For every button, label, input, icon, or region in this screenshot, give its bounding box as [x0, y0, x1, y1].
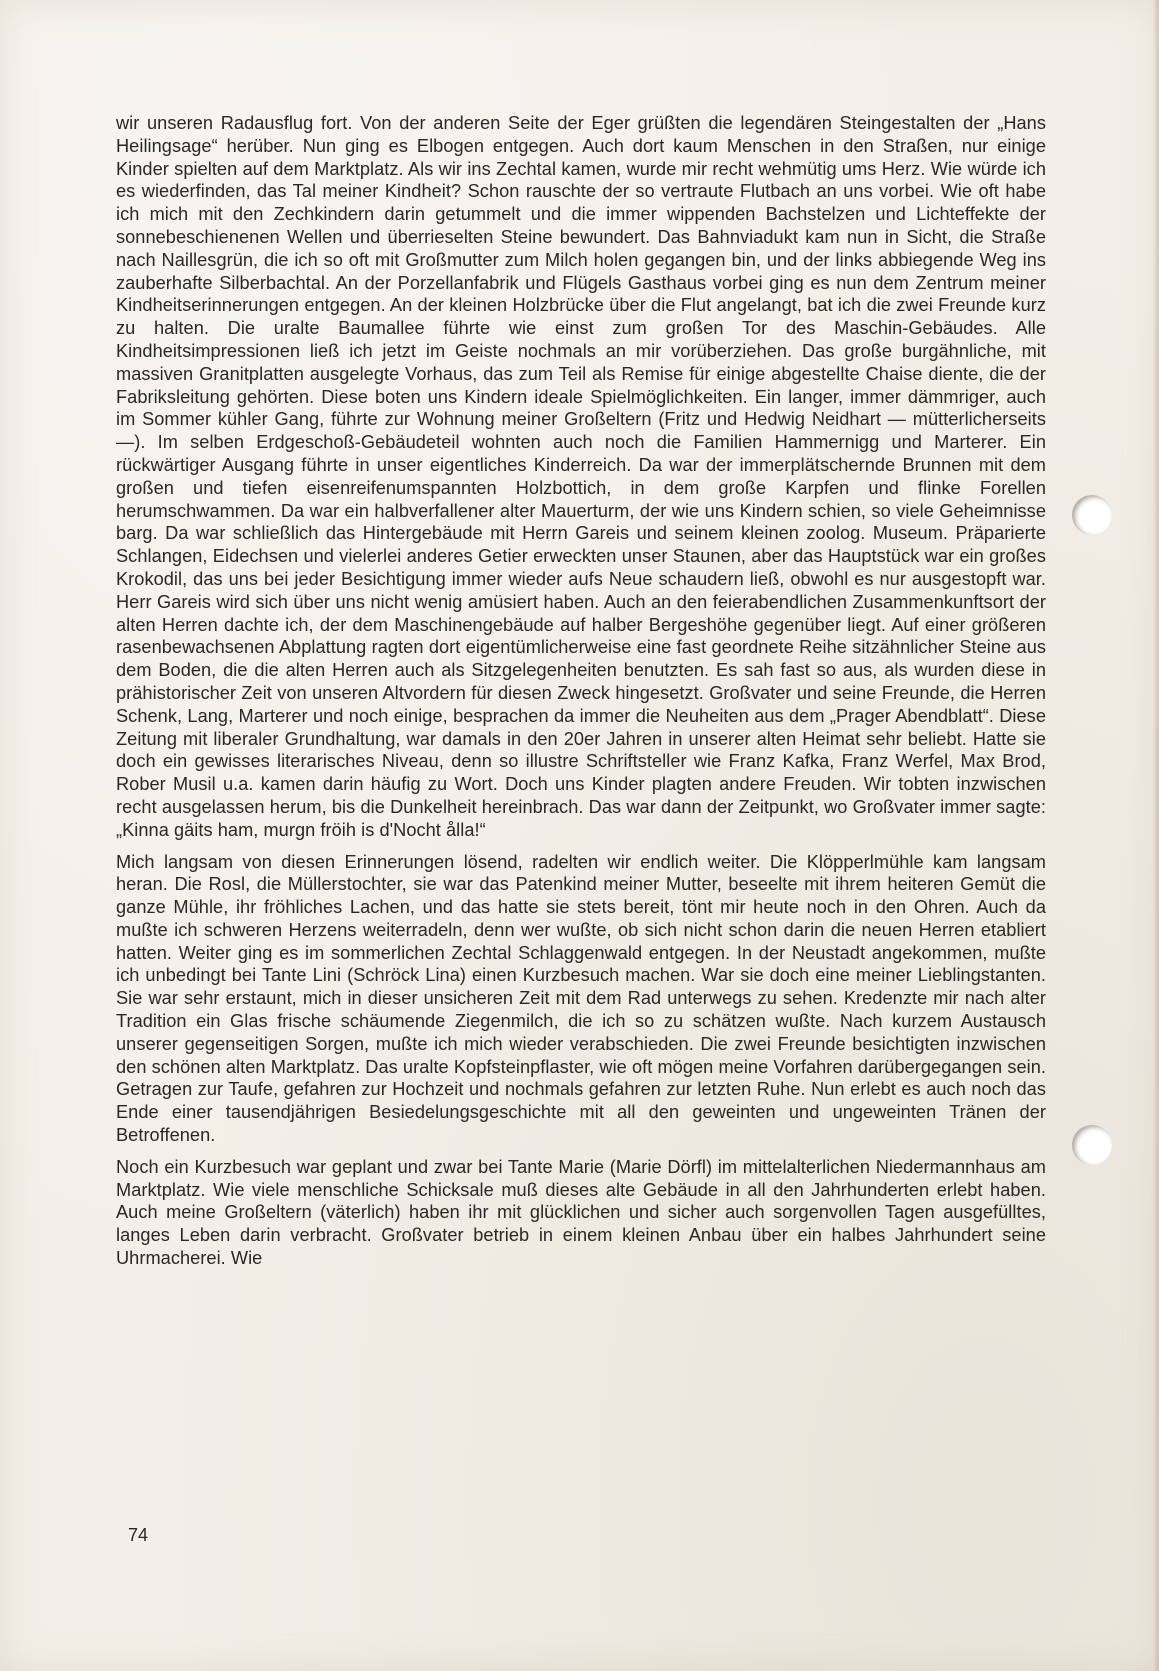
page-edge-shadow [1153, 0, 1159, 1671]
body-text [116, 112, 1046, 1279]
paragraph-3: Noch ein Kurzbesuch war geplant und zwar bei Tante Marie (Marie Dörfl) im mittelalterlichen Niedermannhaus am Marktplatz. Wie viele menschliche Schicksale muß dieses alte Gebäude in all den Jahrhunderten erlebt haben. Auch meine Großeltern (väterlich) haben ihr mit glücklichen und sicher auch sorgenvollen Tagen ausgefülltes, langes Leben darin verbracht. Großvater betrieb in einem kleinen Anbau über ein halbes Jahrhundert seine Uhrmacherei. Wie [116, 1156, 1046, 1269]
punch-hole-upper [1072, 495, 1112, 535]
paragraph-2: Mich langsam von diesen Erinnerungen lösend, radelten wir endlich weiter. Die Klöpperlmühle kam langsam heran. Die Rosl, die Müllerstochter, sie war das Patenkind meiner Mutter, beseelte mit ihrem heiteren Gemüt die ganze Mühle, ihr fröhliches Lachen, und das hatte sie stets bereit, tönt mir heute noch in den Ohren. Auch da mußte ich schweren Herzens weiterradeln, denn wer wußte, ob sich nicht schon darin die neuen Herren etabliert hatten. Weiter ging es im sommerlichen Zechtal Schlaggenwald entgegen. In der Neustadt angekommen, mußte ich unbedingt bei Tante Lini (Schröck Lina) einen Kurzbesuch machen. War sie doch eine meiner Lieblingstanten. Sie war sehr erstaunt, mich in dieser unsicheren Zeit mit dem Rad unterwegs zu sehen. Kredenzte mir nach alter Tradition ein Glas frische schäumende Ziegenmilch, die ich so zu schätzen wußte. Nach kurzem Austausch unserer gegenseitigen Sorgen, mußte ich mich wieder verabschieden. Die zwei Freunde besichtigten inzwischen den schönen alten Marktplatz. Das uralte Kopfsteinpflaster, wie oft mögen meine Vorfahren darübergegangen sein. Getragen zur Taufe, gefahren zur Hochzeit und nochmals gefahren zur letzten Ruhe. Nun erlebt es auch noch das Ende einer tausendjährigen Besiedelungsgeschichte mit all den geweinten und ungeweinten Tränen der Betroffenen. [116, 851, 1046, 1146]
punch-hole-lower [1072, 1125, 1112, 1165]
page-number: 74 [128, 1525, 149, 1545]
paragraph-1: wir unseren Radausflug fort. Von der anderen Seite der Eger grüßten die legendären Steingestalten der „Hans Heilingsage“ herüber. Nun ging es Elbogen entgegen. Auch dort kaum Menschen in den Straßen, nur einige Kinder spielten auf dem Marktplatz. Als wir ins Zechtal kamen, wurde mir recht wehmütig ums Herz. Wie würde ich es wiederfinden, das Tal meiner Kindheit? Schon rauschte der so vertraute Flutbach an uns vorbei. Wie oft habe ich mich mit den Zechkindern darin getummelt und die immer wippenden Bachstelzen und Lichteffekte der sonnebeschienenen Wellen und überrieselten Steine bewundert. Das Bahnviadukt kam nun in Sicht, die Straße nach Naillesgrün, die ich so oft mit Großmutter zum Milch holen gegangen bin, und der links abbiegende Weg ins zauberhafte Silberbachtal. An der Porzellanfabrik und Flügels Gasthaus vorbei ging es nun dem Zentrum meiner Kindheitserinnerungen entgegen. An der kleinen Holzbrücke über die Flut angelangt, bat ich die zwei Freunde kurz zu halten. Die uralte Baumallee führte wie einst zum großen Tor des Maschin-Gebäudes. Alle Kindheitsimpressionen ließ ich jetzt im Geiste nochmals an mir vorüberziehen. Das große burgähnliche, mit massiven Granitplatten ausgelegte Vorhaus, das zum Teil als Remise für einige abgestellte Chaise diente, die der Fabriksleitung gehörten. Diese boten uns Kindern ideale Spielmöglichkeiten. Ein langer, immer dämmriger, auch im Sommer kühler Gang, führte zur Wohnung meiner Großeltern (Fritz und Hedwig Neidhart — mütterlicherseits —). Im selben Erdgeschoß-Gebäudeteil wohnten auch noch die Familien Hammernigg und Marterer. Ein rückwärtiger Ausgang führte in unser eigentliches Kinderreich. Da war der immerplätschernde Brunnen mit dem großen und tiefen eisenreifenumspannten Holzbottich, in dem große Karpfen und flinke Forellen herumschwammen. Da war ein halbverfallener alter Mauerturm, der wie uns Kindern schien, so viele Geheimnisse barg. Da war schließlich das Hintergebäude mit Herrn Gareis und seinem kleinen zoolog. Museum. Präparierte Schlangen, Eidechsen und vielerlei anderes Getier erweckten unser Staunen, aber das Hauptstück war ein großes Krokodil, das uns bei jeder Besichtigung immer wieder aufs Neue schaudern ließ, obwohl es nur ausgestopft war. Herr Gareis wird sich über uns nicht wenig amüsiert haben. Auch an den feierabendlichen Zusammenkunftsort der alten Herren dachte ich, der dem Maschinengebäude auf halber Bergeshöhe gegenüber liegt. Auf einer größeren rasenbewachsenen Abplattung ragten dort eigentümlicherweise eine fast geordnete Reihe sitzähnlicher Steine aus dem Boden, die die alten Herren auch als Sitzgelegenheiten benutzten. Es sah fast so aus, als wurden diese in prähistorischer Zeit von unseren Altvordern für diesen Zweck hingesetzt. Großvater und seine Freunde, die Herren Schenk, Lang, Marterer und noch einige, besprachen da immer die Neuheiten aus dem „Prager Abendblatt“. Diese Zeitung mit liberaler Grundhaltung, war damals in den 20er Jahren in unserer alten Heimat sehr beliebt. Hatte sie doch ein gewisses literarisches Niveau, denn so illustre Schriftsteller wie Franz Kafka, Franz Werfel, Max Brod, Rober Musil u.a. kamen darin häufig zu Wort. Doch uns Kinder plagten andere Freuden. Wir tobten inzwischen recht ausgelassen herum, bis die Dunkelheit hereinbrach. Das war dann der Zeitpunkt, wo Großvater immer sagte: „Kinna gäits ham, murgn fröih is d'Nocht ålla!“ [116, 113, 1046, 840]
